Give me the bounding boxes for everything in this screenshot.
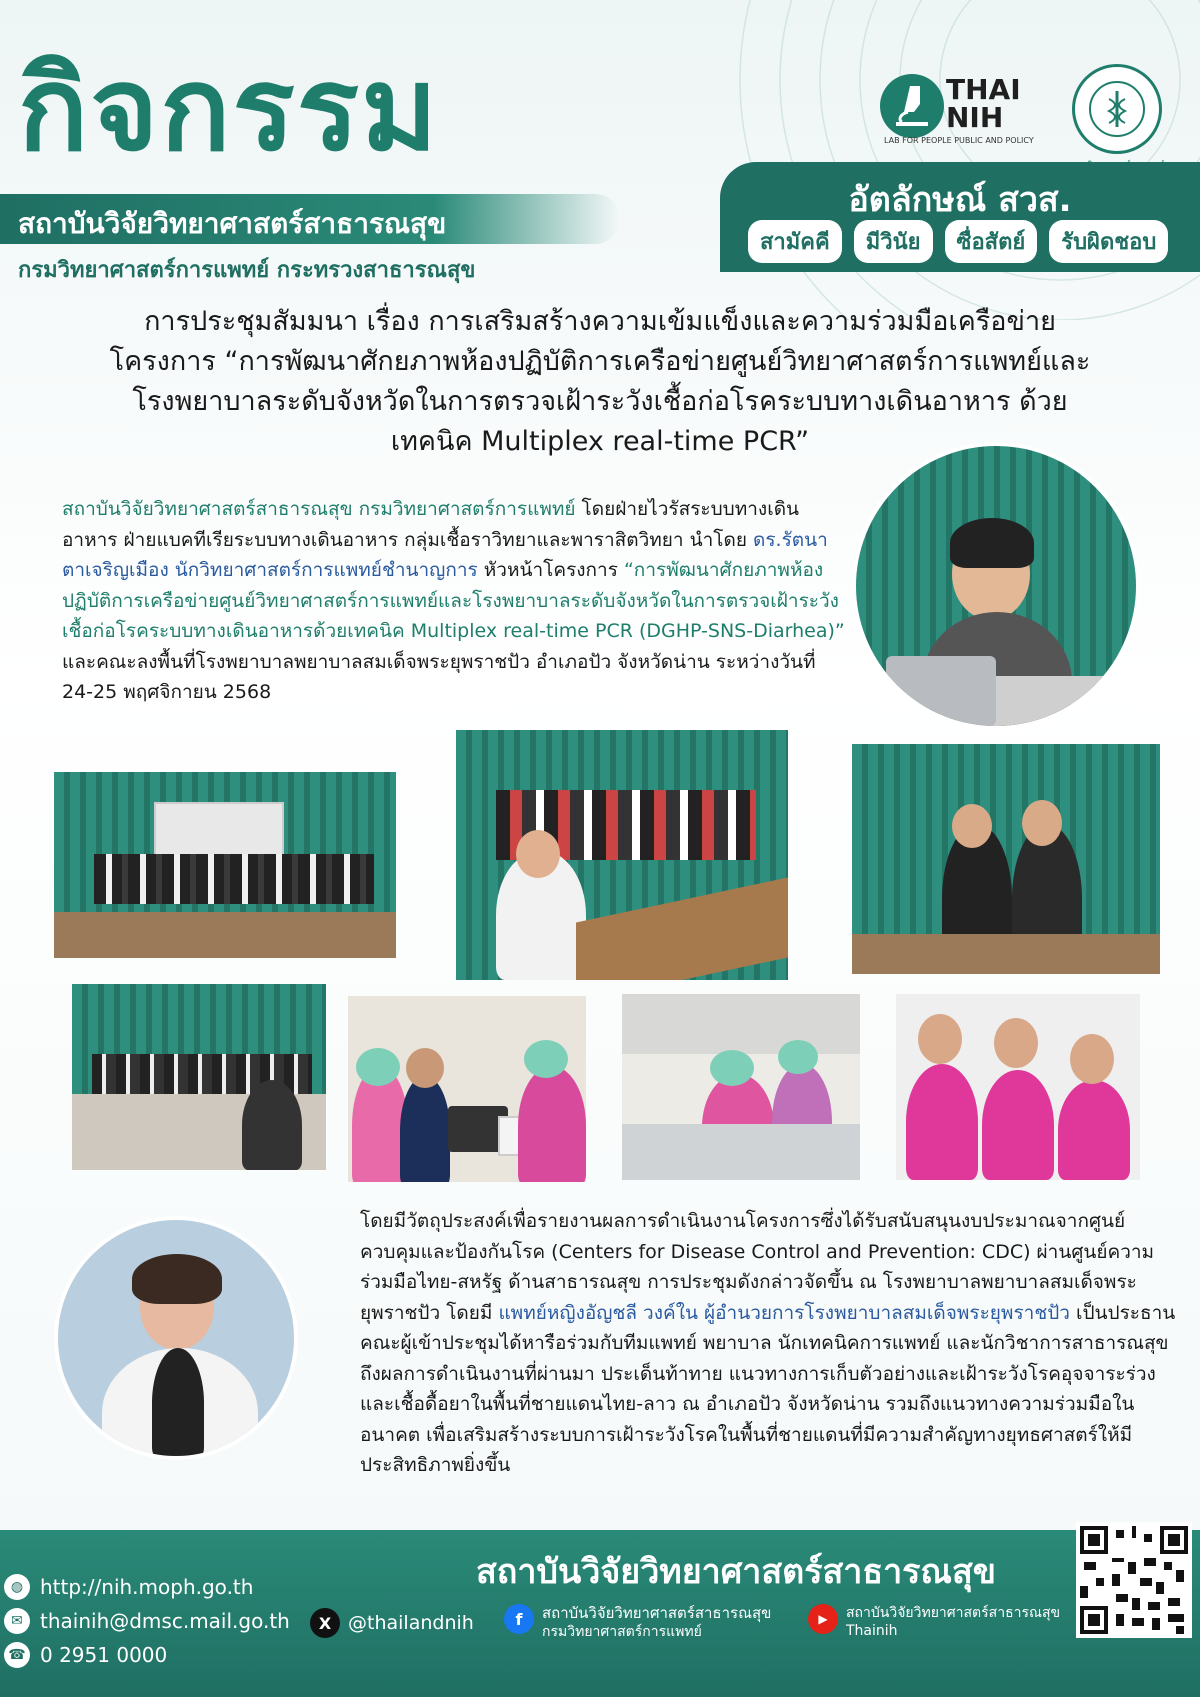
lab-team-photo [896,994,1140,1180]
moph-seal-icon [1072,64,1162,154]
objective-paragraph [360,1206,1180,1481]
phone-link[interactable] [4,1642,167,1668]
youtube-line1: สถาบันวิจัยวิทยาศาสตร์สาธารณสุข [846,1605,1061,1621]
headline-line: โครงการ “การพัฒนาศักยภาพห้องปฏิบัติการเครือข่ายศูนย์วิทยาศาสตร์การแพทย์และ [109,346,1091,377]
phone-text: 0 2951 0000 [40,1643,168,1667]
qr-code-icon[interactable] [1076,1522,1192,1638]
facebook-icon: f [504,1604,534,1634]
para-text: โดยมีวัตถุประสงค์เพื่อรายงานผลการดำเนินงานโครงการซึ่งได้รับสนับสนุนงบประมาณจากศูนย์ควบคุมและป้องกันโรค (Centers for Disease Control and Prevention: CDC) ผ่านศูนย์ความร่วมมือไทย-สหรัฐ ด้านสาธารณสุข การประชุมดังกล่าวจัดขึ้น ณ โรงพยาบาลพยาบาลสมเด็จพระยุพราชปัว โดยมี [360,1210,1155,1324]
portrait-photo-chair [54,1216,298,1460]
microscope-icon [880,74,944,138]
globe-icon: ◍ [4,1574,30,1600]
value-pill: สามัคคี [748,220,842,263]
headline-line: โรงพยาบาลระดับจังหวัดในการตรวจเฝ้าระวังเชื้อก่อโรคระบบทางเดินอาหาร ด้วย [132,386,1068,417]
identity-values [748,220,1168,263]
footer-title: สถาบันวิจัยวิทยาศาสตร์สาธารณสุข [476,1552,996,1592]
youtube-icon: ▶ [808,1604,838,1634]
headline-line: การประชุมสัมมนา เรื่อง การเสริมสร้างความเข้มแข็งและความร่วมมือเครือข่าย [144,306,1056,337]
website-link[interactable] [4,1574,253,1600]
meeting-photo [456,730,788,980]
page-title: กิจกรรม [18,42,440,177]
value-pill: มีวินัย [854,220,933,263]
thai-nih-wordmark: THAI NIH [946,73,1021,134]
project-lead: ดร.รัตนา ตาเจริญเมือง นักวิทยาศาสตร์การแพทย์ชำนาญการ [62,528,828,581]
email-text: thainih@dmsc.mail.go.th [40,1609,290,1633]
youtube-link[interactable] [808,1604,1060,1640]
org-name: สถาบันวิจัยวิทยาศาสตร์สาธารณสุข กรมวิทยาศาสตร์การแพทย์ [62,498,576,520]
discussion-photo [852,744,1160,974]
headline-line: เทคนิค Multiplex real-time PCR” [390,426,810,457]
phone-icon: ☎ [4,1642,30,1668]
chair-name: แพทย์หญิงอัญชลี วงค์ใน ผู้อำนวยการโรงพยาบาลสมเด็จพระยุพราชปัว [498,1301,1070,1324]
para-text: โดยฝ่ายไวรัสระบบทางเดินอาหาร ฝ่ายแบคทีเรียระบบทางเดินอาหาร กลุ่มเชื้อราวิทยาและพาราสิตวิทยา นำโดย [62,498,800,551]
headline [60,302,1140,462]
portrait-photo-presenter [852,442,1140,730]
x-icon: X [310,1608,340,1638]
group-photo [54,772,396,958]
thai-nih-tagline: LAB FOR PEOPLE PUBLIC AND POLICY [884,136,1034,145]
lab-photo-instrument [348,996,586,1182]
email-link[interactable] [4,1608,290,1634]
lab-photo-biosafety [622,994,860,1180]
department-name: กรมวิทยาศาสตร์การแพทย์ กระทรวงสาธารณสุข [18,258,476,283]
youtube-line2: Thainih [846,1623,898,1639]
intro-paragraph [62,494,852,708]
value-pill: รับผิดชอบ [1049,220,1168,263]
identity-panel [720,162,1200,272]
project-name: “การพัฒนาศักยภาพห้องปฏิบัติการเครือข่ายศูนย์วิทยาศาสตร์การแพทย์และโรงพยาบาลระดับจังหวัดในการตรวจเฝ้าระวังเชื้อก่อโรคระบบทางเดินอาหารด้วยเทคนิค Multiplex real-time PCR (DGHP-SNS-Diarhea)” [62,559,845,642]
para-text: และคณะลงพื้นที่โรงพยาบาลพยาบาลสมเด็จพระยุพราชปัว อำเภอปัว จังหวัดน่าน ระหว่างวันที่ 24-25 พฤศจิกายน 2568 [62,650,816,703]
value-pill: ซื่อสัตย์ [945,220,1038,263]
email-icon: ✉ [4,1608,30,1634]
para-text: เป็นประธาน คณะผู้เข้าประชุมได้หารือร่วมกับทีมแพทย์ พยาบาล นักเทคนิคการแพทย์ และนักวิชาการสาธารณสุข ถึงผลการดำเนินงานที่ผ่านมา ประเด็นท้าทาย แนวทางการเก็บตัวอย่างและเฝ้าระวังโรคอุจจาระร่วงและเชื้อดื้อยาในพื้นที่ชายแดนไทย-ลาว ณ อำเภอปัว จังหวัดน่าน รวมถึงแนวทางความร่วมมือในอนาคต เพื่อเสริมสร้างระบบการเฝ้าระวังโรคในพื้นที่ชายแดนที่มีความสำคัญทางยุทธศาสตร์ให้มีประสิทธิภาพยิ่งขึ้น [360,1301,1176,1476]
para-text: หัวหน้าโครงการ [477,559,624,581]
institute-name: สถาบันวิจัยวิทยาศาสตร์สาธารณสุข [18,207,447,240]
x-link[interactable] [310,1608,474,1638]
facebook-line2: กรมวิทยาศาสตร์การแพทย์ [542,1624,702,1640]
meeting-room-photo [72,984,326,1170]
x-handle: @thailandnih [348,1612,474,1634]
facebook-link[interactable] [504,1604,771,1641]
website-text: http://nih.moph.go.th [40,1575,254,1599]
thai-nih-logo [880,73,1034,145]
facebook-line1: สถาบันวิจัยวิทยาศาสตร์สาธารณสุข [542,1604,772,1622]
identity-heading: อัตลักษณ์ สวส. [848,180,1072,220]
title-band [0,194,620,244]
